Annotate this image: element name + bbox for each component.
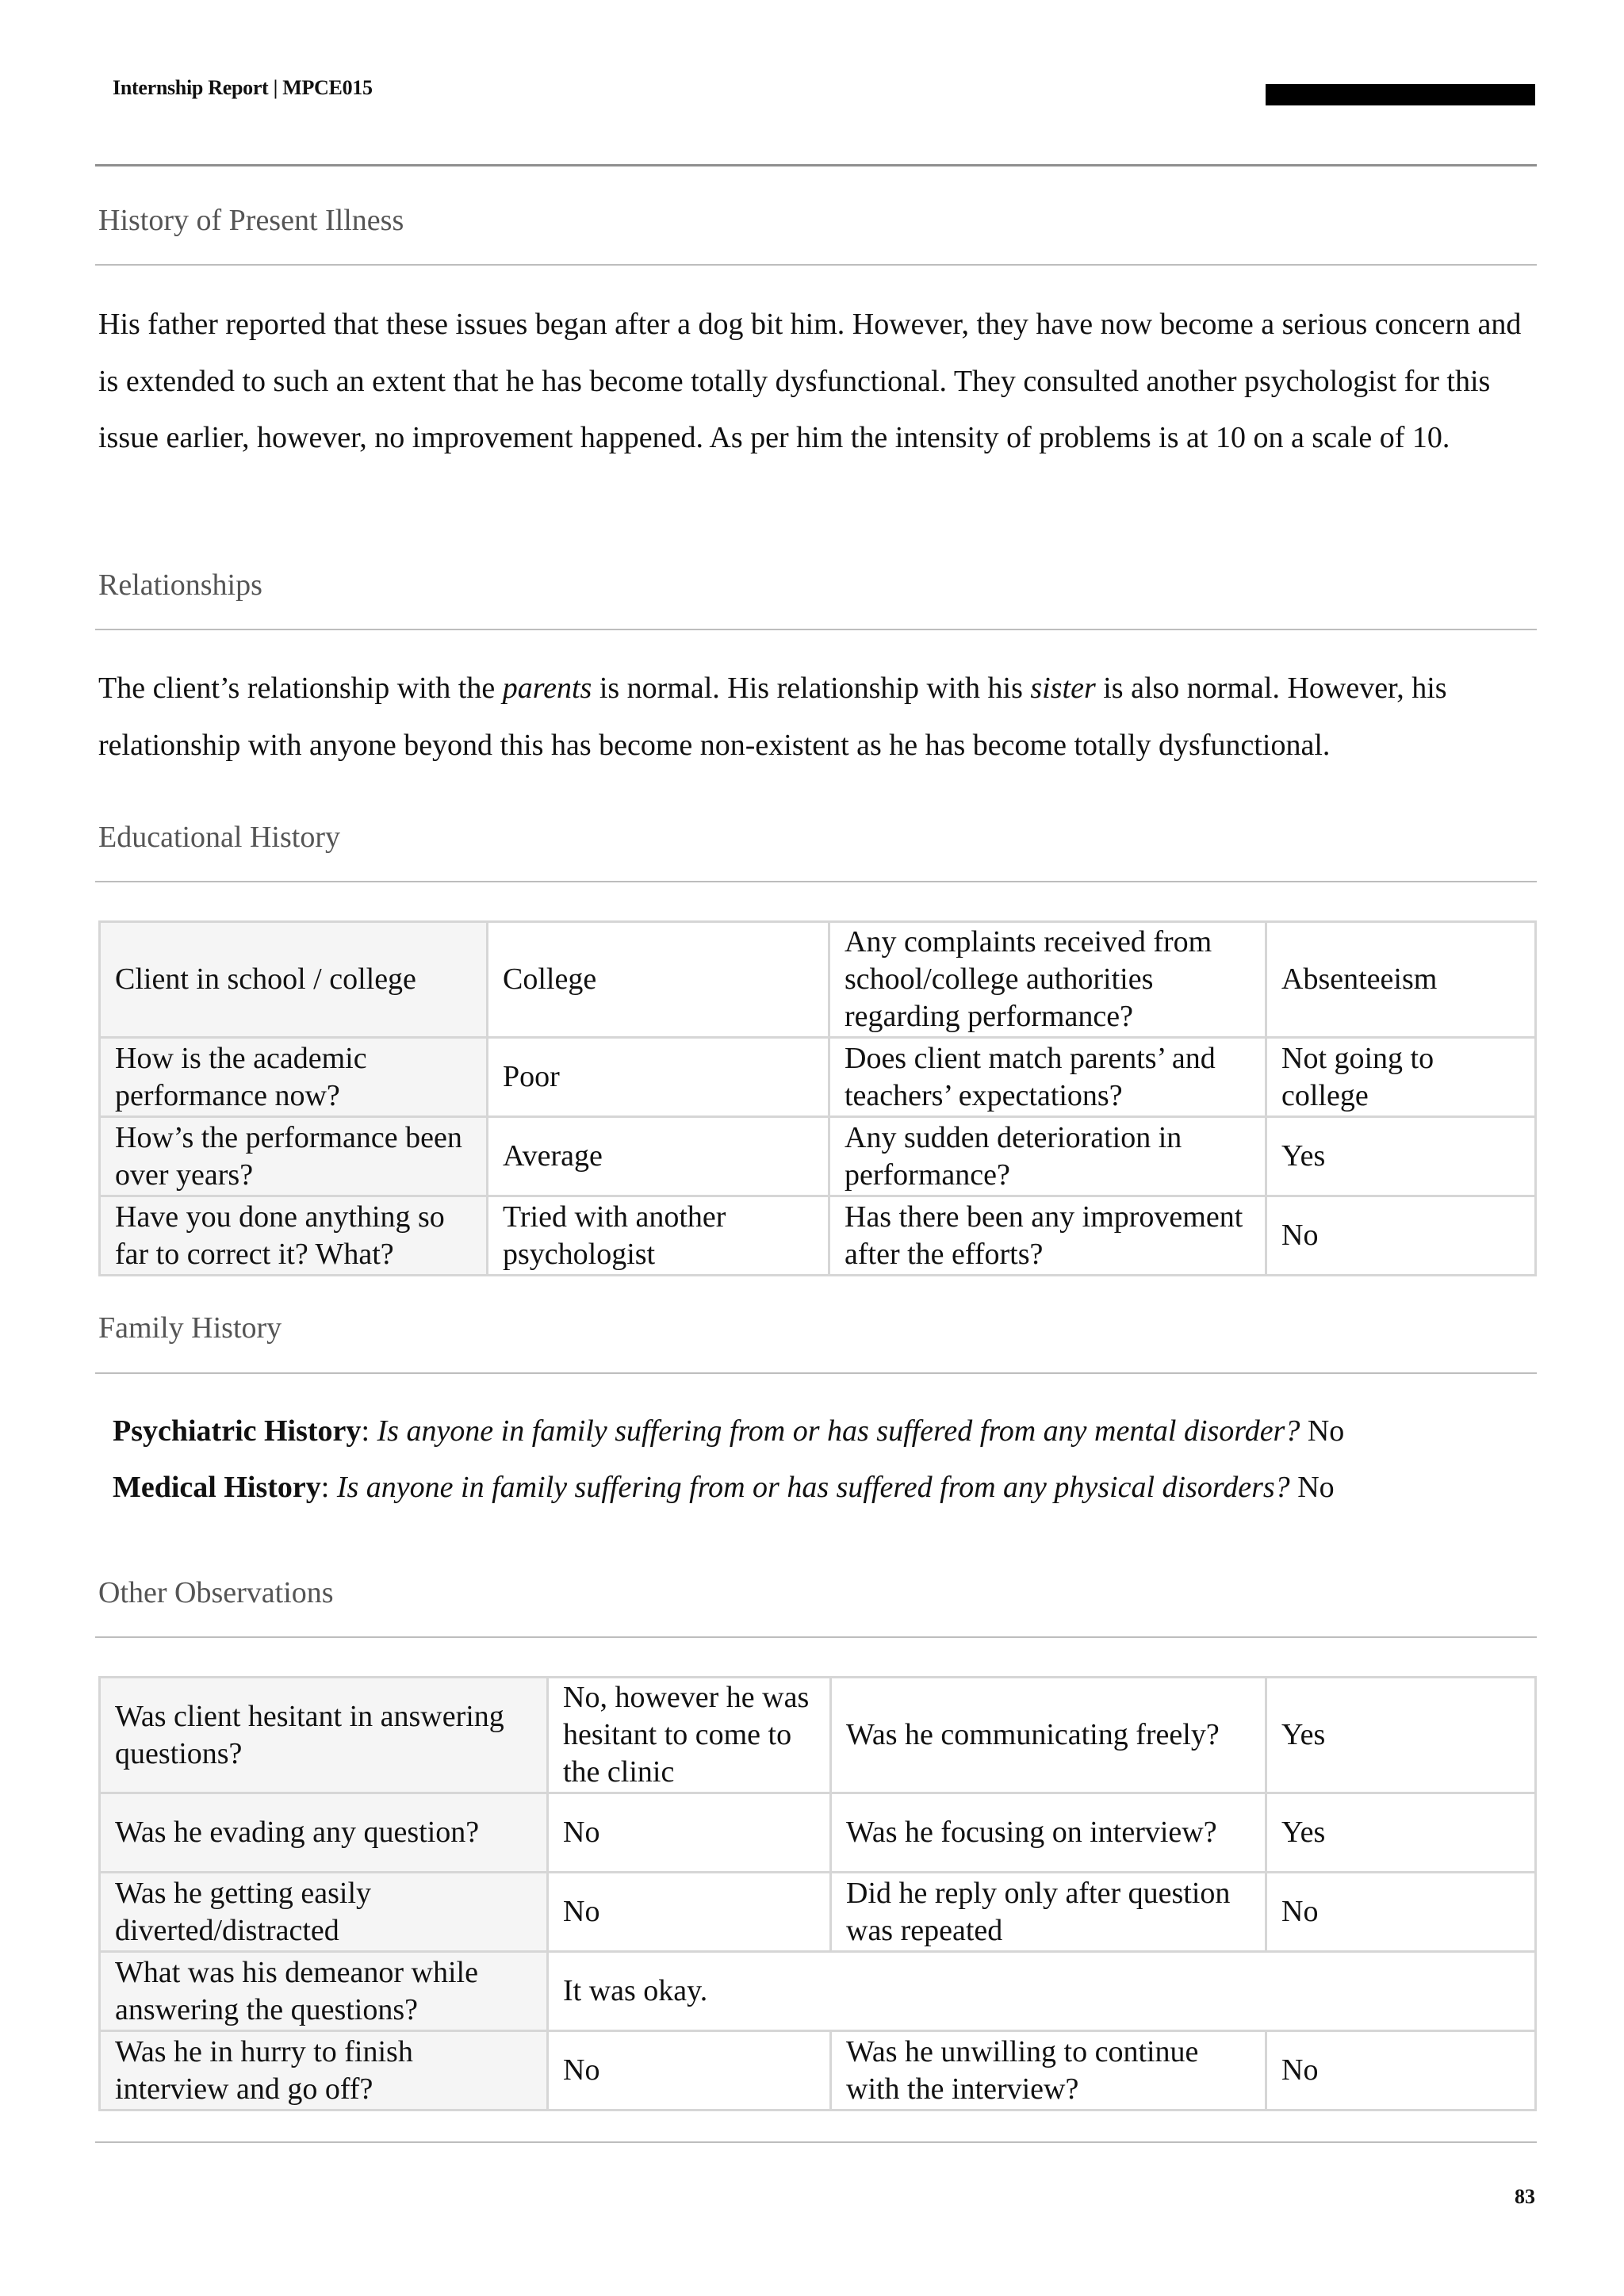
obs-question-cell: Was he unwilling to continue with the interview? (831, 2031, 1266, 2110)
section-title-history-of-present-illness: History of Present Illness (98, 204, 404, 237)
edu-question-cell: Any sudden deterioration in performance? (829, 1117, 1266, 1196)
table-row (100, 1793, 1536, 1873)
medical-history-answer: No (1297, 1471, 1335, 1504)
obs-answer-cell: No (548, 1873, 831, 1952)
relationships-text (98, 660, 1542, 774)
table-row (100, 1117, 1536, 1196)
table-row (100, 1952, 1536, 2031)
edu-question-cell: Client in school / college (100, 922, 488, 1038)
obs-answer-cell: No (1266, 2031, 1536, 2110)
obs-question-cell: Was he communicating freely? (831, 1678, 1266, 1793)
obs-question-cell: Was he focusing on interview? (831, 1793, 1266, 1873)
edu-answer-cell: No (1266, 1196, 1536, 1276)
obs-question-cell: Did he reply only after question was repeated (831, 1873, 1266, 1952)
section-title-relationships: Relationships (98, 568, 262, 602)
edu-question-cell: How’s the performance been over years? (100, 1117, 488, 1196)
section-title-other-observations: Other Observations (98, 1576, 334, 1609)
table-row (100, 1678, 1536, 1793)
relationships-parents-emphasis: parents (502, 672, 592, 705)
obs-question-cell: Was he in hurry to finish interview and go off? (100, 2031, 548, 2110)
section-title-family-history: Family History (98, 1311, 282, 1345)
relationships-text-part: is also normal. However, his relationship with anyone beyond this has become non-existent as he has become totally dysfunctional. (98, 672, 1447, 762)
edu-answer-cell: Tried with another psychologist (488, 1196, 829, 1276)
medical-history-label: Medical History (113, 1471, 321, 1504)
section-divider (95, 881, 1537, 882)
obs-answer-cell: It was okay. (548, 1952, 1536, 2031)
footer-divider (95, 2141, 1537, 2143)
edu-question-cell: Any complaints received from school/college authorities regarding performance? (829, 922, 1266, 1038)
table-row (100, 1038, 1536, 1117)
other-observations-table (98, 1676, 1537, 2111)
edu-question-cell: How is the academic performance now? (100, 1038, 488, 1117)
edu-answer-cell: Average (488, 1117, 829, 1196)
edu-answer-cell: Poor (488, 1038, 829, 1117)
edu-answer-cell: College (488, 922, 829, 1038)
section-divider (95, 264, 1537, 266)
obs-answer-cell: No (548, 2031, 831, 2110)
obs-question-cell: Was he evading any question? (100, 1793, 548, 1873)
section-title-educational-history: Educational History (98, 821, 340, 854)
medical-history-line: Medical History: Is anyone in family suffering from or has suffered from any physical disorders? No (113, 1471, 1335, 1504)
section-divider (95, 629, 1537, 630)
header-divider (95, 164, 1537, 166)
table-row (100, 1873, 1536, 1952)
obs-answer-cell: No (548, 1793, 831, 1873)
edu-answer-cell: Yes (1266, 1117, 1536, 1196)
edu-question-cell: Has there been any improvement after the efforts? (829, 1196, 1266, 1276)
table-row (100, 1196, 1536, 1276)
section-divider (95, 1372, 1537, 1374)
table-row (100, 2031, 1536, 2110)
obs-answer-cell: No (1266, 1873, 1536, 1952)
obs-question-cell: What was his demeanor while answering the questions? (100, 1952, 548, 2031)
psychiatric-history-line: Psychiatric History: Is anyone in family suffering from or has suffered from any mental disorder? No (113, 1414, 1345, 1448)
report-header-title: Internship Report | MPCE015 (113, 76, 373, 99)
table-row (100, 922, 1536, 1038)
history-of-present-illness-text: His father reported that these issues began after a dog bit him. However, they have now become a serious concern and is extended to such an extent that he has become totally dysfunctional. They consulted another psychologist for this issue earlier, however, no improvement happened. As per him the intensity of problems is at 10 on a scale of 10. (98, 308, 1522, 454)
educational-history-table (98, 920, 1537, 1276)
psychiatric-history-answer: No (1307, 1414, 1345, 1448)
edu-answer-cell: Not going to college (1266, 1038, 1536, 1117)
obs-answer-cell: No, however he was hesitant to come to the clinic (548, 1678, 831, 1793)
edu-answer-cell: Absenteeism (1266, 922, 1536, 1038)
edu-question-cell: Does client match parents’ and teachers’ expectations? (829, 1038, 1266, 1117)
relationships-text-part: is normal. His relationship with his (592, 672, 1031, 705)
psychiatric-history-label: Psychiatric History (113, 1414, 362, 1448)
obs-question-cell: Was client hesitant in answering questions? (100, 1678, 548, 1793)
page-number: 83 (1515, 2185, 1535, 2208)
obs-answer-cell: Yes (1266, 1678, 1536, 1793)
relationships-text-part: The client’s relationship with the (98, 672, 503, 705)
redaction-bar (1266, 84, 1535, 105)
obs-question-cell: Was he getting easily diverted/distracted (100, 1873, 548, 1952)
obs-answer-cell: Yes (1266, 1793, 1536, 1873)
edu-question-cell: Have you done anything so far to correct it? What? (100, 1196, 488, 1276)
section-divider (95, 1636, 1537, 1638)
medical-history-question: Is anyone in family suffering from or has suffered from any physical disorders? (336, 1471, 1290, 1504)
relationships-sister-emphasis: sister (1030, 672, 1096, 705)
psychiatric-history-question: Is anyone in family suffering from or has suffered from any mental disorder? (377, 1414, 1300, 1448)
